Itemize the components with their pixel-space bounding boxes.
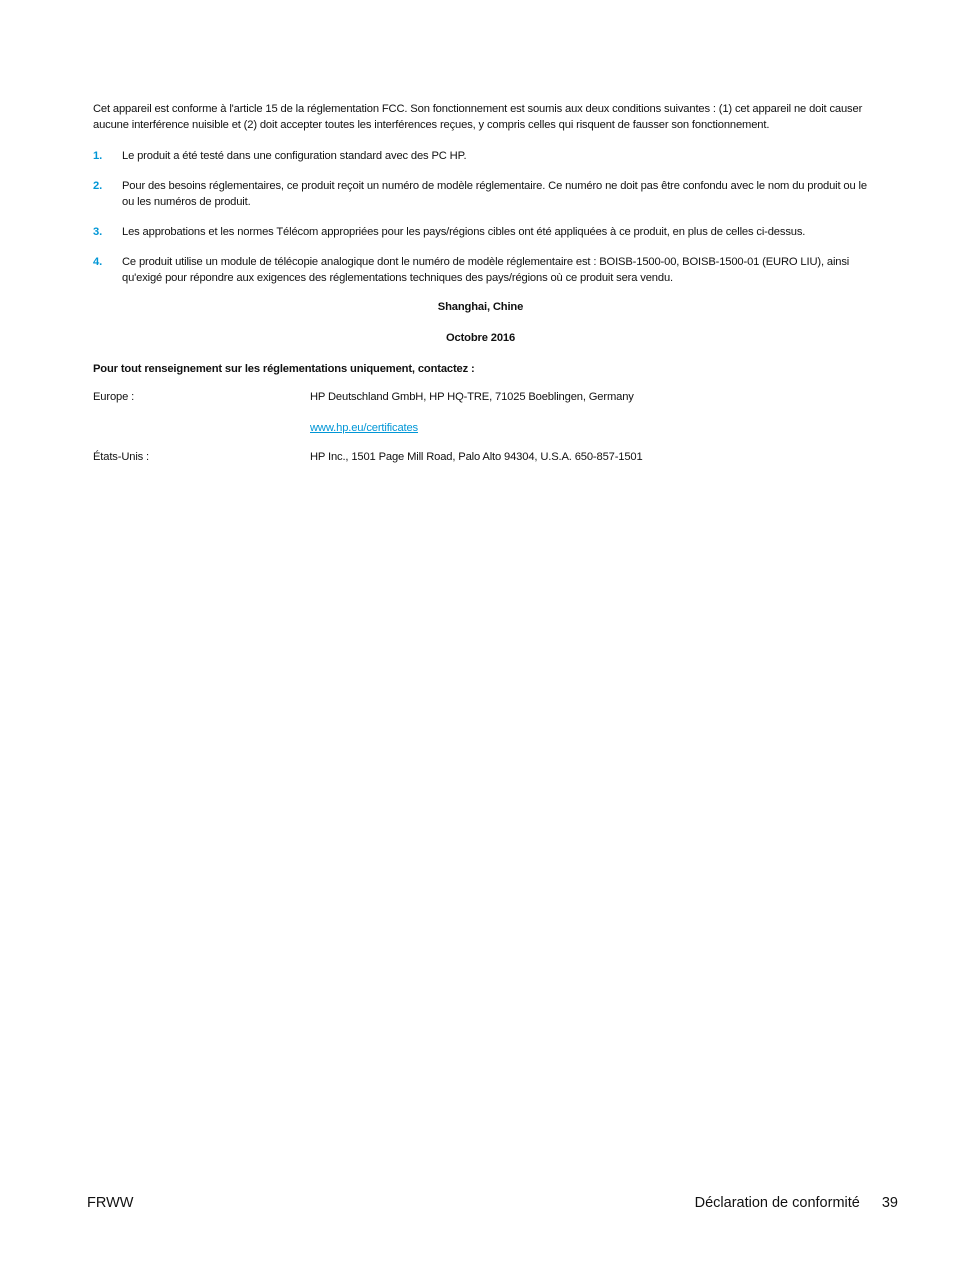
contact-address-usa: HP Inc., 1501 Page Mill Road, Palo Alto 94304, U.S.A. 650-857-1501 (310, 451, 643, 463)
list-item (93, 224, 868, 240)
footer-section-title: Déclaration de conformité (694, 1195, 860, 1211)
list-item-number: 1. (93, 150, 103, 162)
list-item-number: 4. (93, 256, 103, 268)
contact-heading: Pour tout renseignement sur les réglementations uniquement, contactez : (93, 363, 475, 375)
contact-values-usa (310, 449, 868, 465)
list-item-text: Ce produit utilise un module de télécopie analogique dont le numéro de modèle réglementaire est : BOISB-1500-00, BOISB-1500-01 (EURO LIU), ainsi qu'exigé pour répondre aux exigences des réglementations techniques des pays/régions où ce produit sera vendu. (122, 256, 850, 284)
list-item (93, 148, 868, 164)
numbered-list (93, 148, 868, 286)
page-number: 39 (881, 1195, 898, 1211)
intro-paragraph: Cet appareil est conforme à l'article 15 de la réglementation FCC. Son fonctionnement est soumis aux deux conditions suivantes : (1) cet appareil ne doit causer aucune interférence nuisible et (2) doit accepter toutes les interférences reçues, y compris celles qui risquent de fausser son fonctionnement. (93, 103, 863, 131)
list-item-number: 3. (93, 226, 103, 238)
contact-label-usa: États-Unis : (93, 451, 150, 463)
page-content (93, 101, 868, 478)
contact-row-usa (93, 449, 868, 465)
contact-values-europe (310, 389, 868, 436)
list-item (93, 178, 868, 210)
list-item-text: Pour des besoins réglementaires, ce produit reçoit un numéro de modèle réglementaire. Ce numéro ne doit pas être confondu avec le nom du produit ou le ou les numéros de produit. (122, 180, 867, 208)
footer-right (695, 1192, 898, 1214)
contact-row-europe (93, 389, 868, 436)
contact-label-europe: Europe : (93, 391, 135, 403)
contact-link-line (310, 420, 868, 436)
list-item (93, 254, 868, 286)
contact-address-europe: HP Deutschland GmbH, HP HQ-TRE, 71025 Boeblingen, Germany (310, 391, 634, 403)
list-item-text: Les approbations et les normes Télécom appropriées pour les pays/régions cibles ont été appliquées à ce produit, en plus de celles ci-dessus. (122, 226, 806, 238)
list-item-text: Le produit a été testé dans une configuration standard avec des PC HP. (122, 150, 467, 162)
date-line: Octobre 2016 (445, 332, 516, 344)
place-line: Shanghai, Chine (437, 301, 524, 313)
page-footer (87, 1192, 898, 1214)
footer-doc-code: FRWW (87, 1195, 134, 1211)
list-item-number: 2. (93, 180, 103, 192)
certificates-link[interactable]: www.hp.eu/certificates (310, 422, 419, 434)
